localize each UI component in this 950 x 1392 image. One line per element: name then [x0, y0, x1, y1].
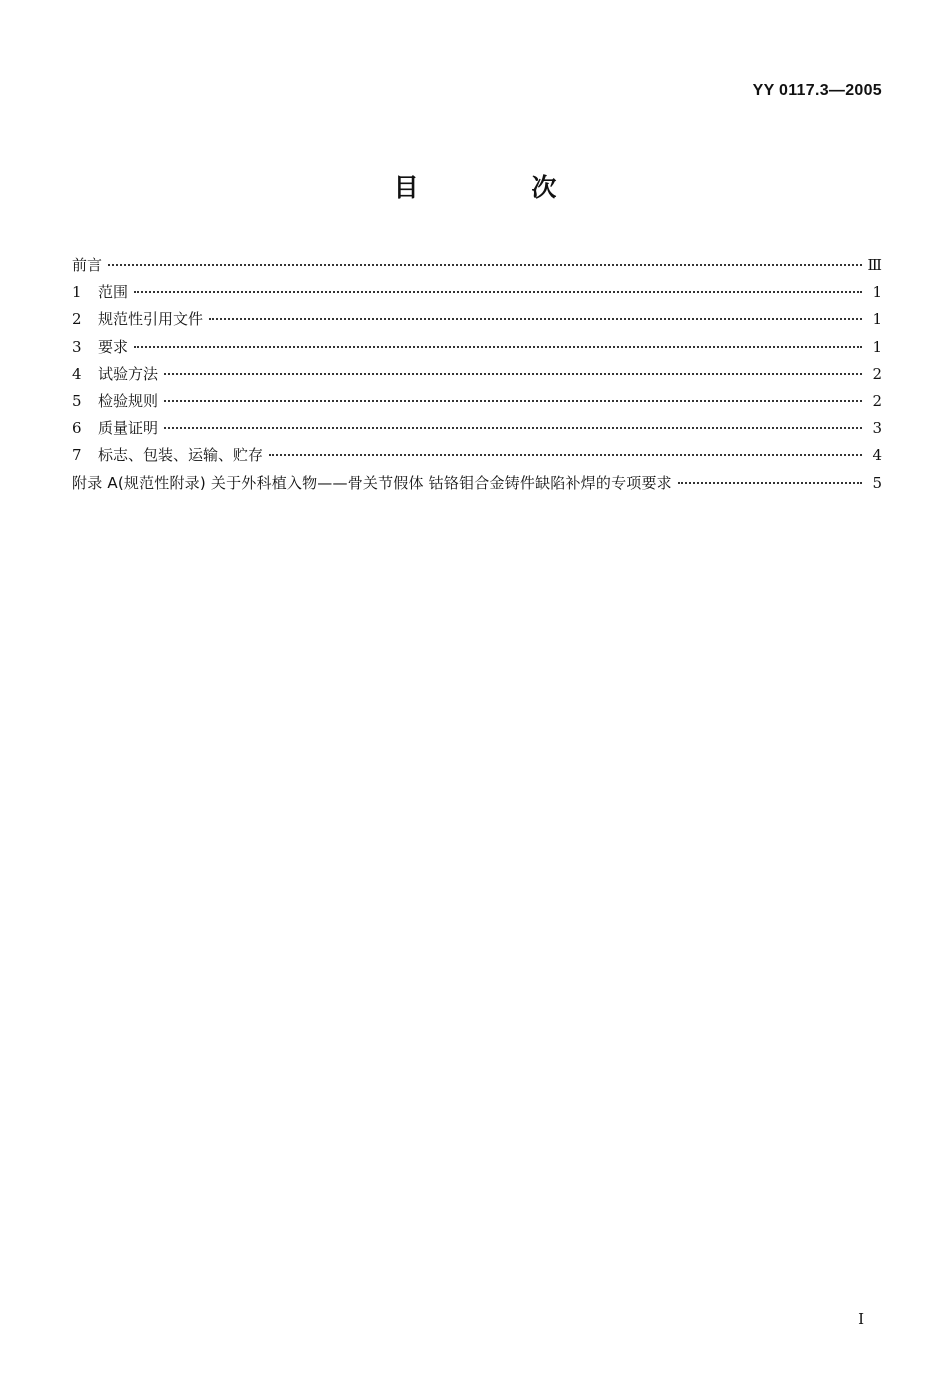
toc-entry-requirements[interactable] [72, 336, 882, 363]
toc-leader-dots [108, 264, 862, 266]
toc-entry-page: 1 [872, 310, 882, 329]
toc-entry-foreword[interactable] [72, 254, 882, 281]
toc-leader-dots [134, 291, 862, 293]
toc-entry-page: 2 [872, 364, 882, 383]
toc-entry-label: 要求 [98, 337, 129, 356]
toc-leader-dots [164, 400, 862, 402]
toc-entry-number: 7 [72, 446, 82, 465]
toc-entry-page: 2 [872, 391, 882, 410]
toc-entry-test-methods[interactable] [72, 363, 882, 390]
toc-leader-dots [678, 482, 862, 484]
toc-entry-number: 5 [72, 391, 82, 410]
toc-entry-page: 5 [872, 473, 882, 492]
table-of-contents [72, 254, 882, 499]
toc-entry-number: 4 [72, 364, 82, 383]
standard-number: YY 0117.3—2005 [752, 82, 882, 99]
toc-leader-dots [269, 454, 862, 456]
toc-entry-inspection-rules[interactable] [72, 390, 882, 417]
toc-entry-number: 3 [72, 337, 82, 356]
toc-entry-page: 1 [872, 337, 882, 356]
toc-entry-label: 检验规则 [98, 391, 159, 410]
toc-entry-number: 1 [72, 283, 82, 302]
toc-entry-annex-a[interactable] [72, 472, 882, 499]
toc-entry-page: 3 [872, 419, 882, 438]
toc-entry-label: 质量证明 [98, 419, 159, 438]
page-title: 目 次 [393, 173, 609, 202]
toc-entry-label: 规范性引用文件 [98, 310, 204, 329]
toc-entry-label: 标志、包装、运输、贮存 [98, 446, 264, 465]
toc-entry-normative-references[interactable] [72, 308, 882, 335]
toc-entry-label: 前言 [72, 256, 103, 274]
toc-entry-quality-certificate[interactable] [72, 417, 882, 444]
toc-entry-number: 2 [72, 310, 82, 329]
toc-entry-marking-packaging[interactable] [72, 444, 882, 471]
toc-entry-label: 试验方法 [98, 364, 159, 383]
toc-entry-scope[interactable] [72, 281, 882, 308]
toc-leader-dots [134, 346, 862, 348]
toc-leader-dots [209, 318, 862, 320]
toc-entry-label: 附录 A(规范性附录) 关于外科植入物——骨关节假体 钴铬钼合金铸件缺陷补焊的专项要求 [72, 473, 672, 492]
toc-leader-dots [164, 373, 862, 375]
toc-entry-page: Ⅲ [867, 256, 882, 274]
toc-entry-label: 范围 [98, 283, 129, 302]
toc-entry-page: 4 [872, 446, 882, 465]
toc-leader-dots [164, 427, 862, 429]
toc-entry-page: 1 [872, 283, 882, 302]
page-number: I [858, 1310, 864, 1328]
toc-entry-number: 6 [72, 419, 82, 438]
